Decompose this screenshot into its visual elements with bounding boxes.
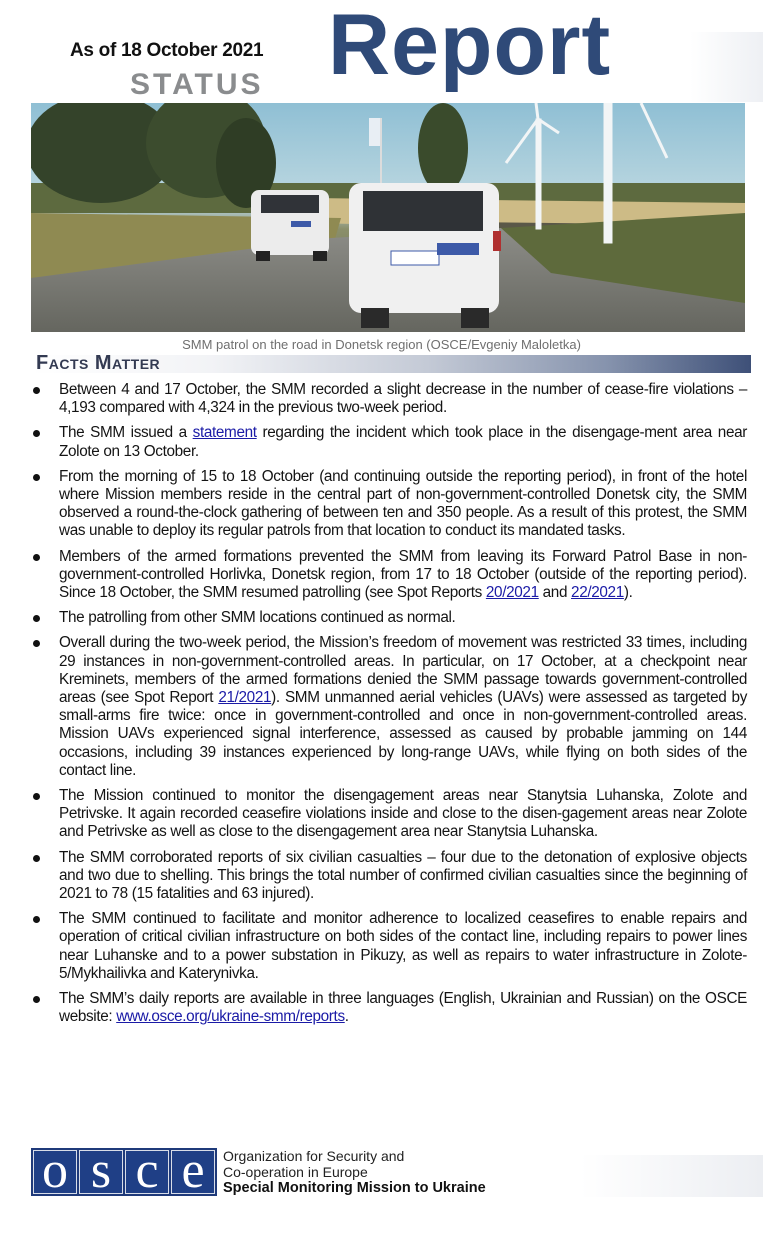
photo-caption: SMM patrol on the road in Donetsk region (OSCE/Evgeniy Maloletka): [182, 337, 581, 352]
patrol-vehicle-near: [349, 183, 501, 328]
org-line-1: Organization for Security and: [223, 1148, 405, 1164]
fact-bullet: [31, 468, 747, 541]
osce-flag: [369, 118, 381, 146]
fact-bullet: [31, 910, 747, 983]
fact-bullet: [31, 990, 747, 1026]
page-title: Report: [328, 0, 612, 93]
bullet-icon: [33, 996, 40, 1003]
fact-bullet: [31, 548, 747, 603]
fact-text: ). SMM unmanned aerial vehicles (UAVs) were assessed as targeted by small-arms fire twice: once in government-controlled and once in non-government-controlled areas. Mission UAVs experienced signal interference, assessed as caused by probable jamming on 144 occasions, including 39 instances experienced by long-range UAVs, while flying on both sides of the contact line.: [59, 689, 747, 779]
fact-bullet: [31, 609, 747, 627]
organization-name: [223, 1148, 486, 1196]
fact-text: Between 4 and 17 October, the SMM recorded a slight decrease in the number of cease-fire violations – 4,193 compared with 4,324 in the previous two-week period.: [59, 381, 747, 417]
bullet-icon: [33, 793, 40, 800]
fact-text: The SMM’s daily reports are available in three languages (English, Ukrainian and Russian) on the OSCE website:: [59, 990, 747, 1026]
reference-link[interactable]: www.osce.org/ukraine-smm/reports: [116, 1008, 345, 1026]
patrol-photo-illustration: [31, 103, 745, 332]
logo-letter: s: [79, 1150, 123, 1194]
fact-text: The patrolling from other SMM locations continued as normal.: [59, 609, 456, 627]
fact-text: regarding the incident which took place in the disengage-ment area near Zolote on 13 October.: [59, 424, 747, 460]
decorative-gradient-top: [690, 32, 763, 102]
section-title: Facts Matter: [36, 352, 161, 374]
bullet-icon: [33, 855, 40, 862]
bullet-icon: [33, 916, 40, 923]
fact-bullet: [31, 787, 747, 842]
decorative-gradient-bottom: [580, 1155, 763, 1197]
fact-bullet: [31, 634, 747, 780]
reference-link[interactable]: 20/2021: [485, 584, 539, 602]
logo-letter: o: [33, 1150, 77, 1194]
fact-text: Overall during the two-week period, the Mission’s freedom of movement was restricted 33 times, including 29 instances in non-government-controlled areas. In particular, on 17 October, at a checkpoint near Kreminets, members of the armed formations denied the SMM passage towards government-controlled areas (see Spot Report: [59, 634, 747, 707]
facts-list: [31, 381, 747, 1034]
bullet-icon: [33, 430, 40, 437]
status-label: STATUS: [130, 68, 264, 101]
osce-logo-mark: [31, 1148, 217, 1196]
fact-bullet: [31, 381, 747, 417]
fact-text: ).: [623, 584, 633, 602]
reference-link[interactable]: 21/2021: [218, 689, 272, 707]
fact-bullet: [31, 849, 747, 904]
osce-logo: [31, 1148, 486, 1196]
org-line-2: Co-operation in Europe: [223, 1164, 368, 1180]
bullet-icon: [33, 640, 40, 647]
bullet-icon: [33, 554, 40, 561]
patrol-vehicle-far: [251, 190, 329, 261]
reference-link[interactable]: statement: [192, 424, 257, 442]
fact-text: Members of the armed formations prevented the SMM from leaving its Forward Patrol Base in non-government-controlled Horlivka, Donetsk region, from 17 to 18 October (outside of the reporting period). Since 18 October, the SMM resumed patrolling (see Spot Reports: [59, 547, 747, 602]
fact-text: The Mission continued to monitor the disengagement areas near Stanytsia Luhanska, Zolote and Petrivske. It again recorded ceasefire violations inside and close to the disen-gagement areas near Zolote and Petrivske as well as close to the disengagement area near Stanytsia Luhanska.: [59, 787, 747, 841]
fact-bullet: [31, 424, 747, 460]
bullet-icon: [33, 387, 40, 394]
logo-letter: c: [125, 1150, 169, 1194]
bullet-icon: [33, 615, 40, 622]
tree: [418, 103, 468, 193]
reference-link[interactable]: 22/2021: [571, 584, 624, 602]
fact-text: and: [538, 584, 572, 602]
fact-text: .: [344, 1008, 349, 1026]
fact-text: From the morning of 15 to 18 October (and continuing outside the reporting period), in front of the hotel where Mission members reside in the central part of non-government-controlled Donetsk city, the SMM observed a round-the-clock gathering of between ten and 350 people. As a result of this protest, the SMM was unable to deploy its regular patrols from that location to conduct its mandated tasks.: [59, 467, 747, 540]
header-photo: [31, 103, 745, 332]
report-date: As of 18 October 2021: [70, 40, 264, 61]
mission-name: Special Monitoring Mission to Ukraine: [223, 1180, 486, 1196]
fact-text: The SMM issued a: [59, 424, 193, 442]
logo-letter: e: [171, 1150, 215, 1194]
bullet-icon: [33, 474, 40, 481]
fact-text: The SMM corroborated reports of six civilian casualties – four due to the detonation of explosive objects and two due to shelling. This brings the total number of confirmed civilian casualties since the beginning of 2021 to 78 (15 fatalities and 63 injured).: [59, 848, 747, 903]
fact-text: The SMM continued to facilitate and monitor adherence to localized ceasefires to enable repairs and operation of critical civilian infrastructure on both sides of the contact line, including repairs to power lines near Luhanske and to a power substation in Pikuzy, as well as repairs to water infrastructure in Zolote-5/Mykhailivka and Katerynivka.: [59, 910, 747, 982]
